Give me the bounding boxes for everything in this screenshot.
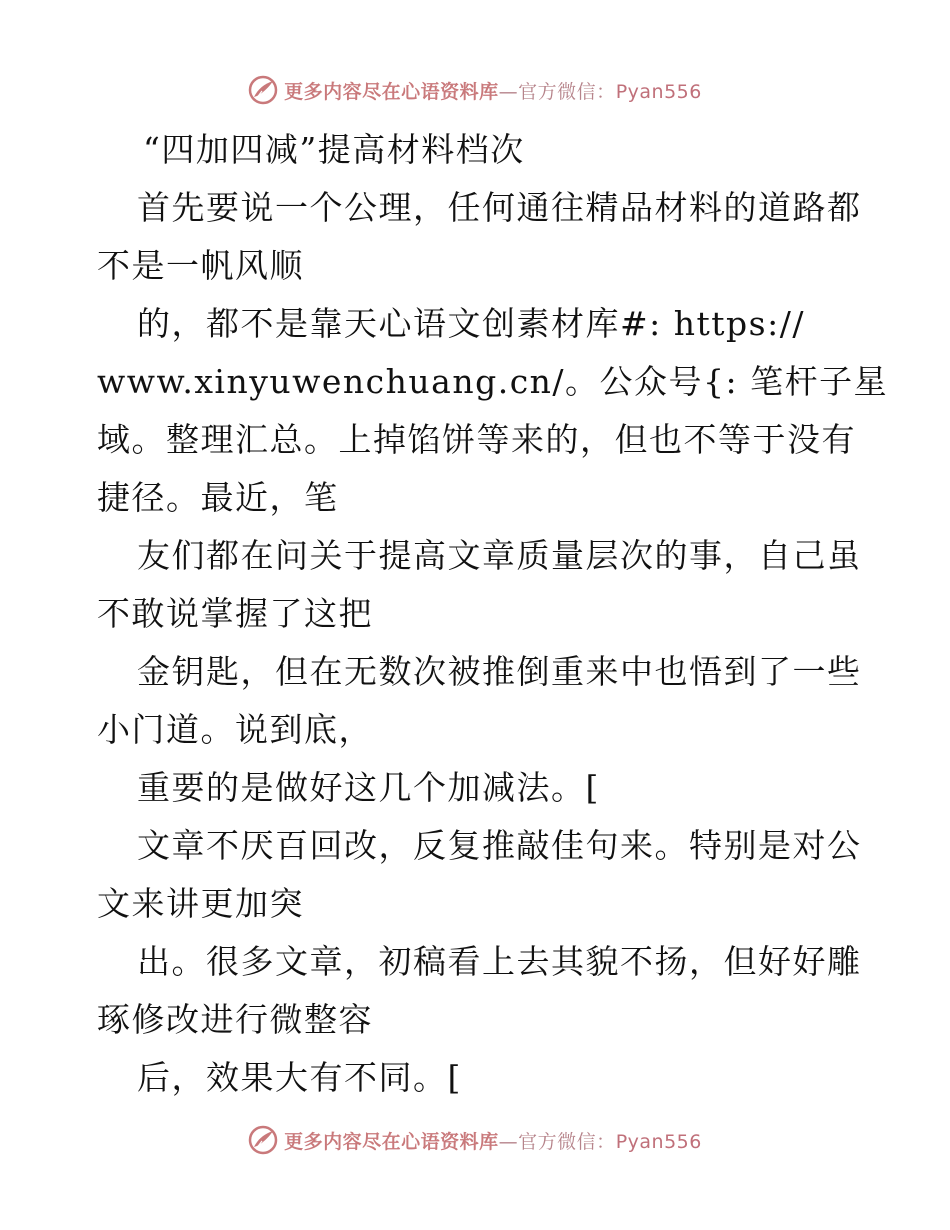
paragraph-line: 金钥匙，但在无数次被推倒重来中也悟到了一些 [137, 652, 862, 691]
document-body [97, 121, 889, 1107]
quill-pen-logo-icon [248, 1125, 278, 1155]
banner-official-label: 官方微信： [518, 1130, 616, 1153]
paragraph-line: 文章不厌百回改，反复推敲佳句来。特别是对公 [137, 826, 862, 865]
banner-slogan: 更多内容尽在心语资料库 [284, 80, 499, 103]
footer-banner [0, 1120, 950, 1160]
paragraph-line: 首先要说一个公理，任何通往精品材料的道路都 [137, 188, 862, 227]
paragraph-line: 文来讲更加突 [97, 884, 304, 923]
paragraph-line: 友们都在问关于提高文章质量层次的事，自己虽 [137, 536, 862, 575]
banner-slogan: 更多内容尽在心语资料库 [284, 1130, 499, 1153]
banner-wechat-id: Pyan556 [615, 80, 702, 103]
paragraph-line: 域。整理汇总。上掉馅饼等来的，但也不等于没有 [97, 420, 856, 459]
paragraph-line: 小门道。说到底， [97, 710, 373, 749]
banner-dash: — [498, 1130, 519, 1153]
paragraph-line: 重要的是做好这几个加减法。[ [137, 768, 600, 807]
header-banner [0, 70, 950, 110]
paragraph-line: 的，都不是靠天心语文创素材库#: https:// [137, 304, 805, 343]
paragraph-line: 后，效果大有不同。[ [137, 1058, 462, 1097]
banner-official-label: 官方微信： [518, 80, 616, 103]
banner-wechat-id: Pyan556 [615, 1130, 702, 1153]
paragraph-line: www.xinyuwenchuang.cn/。公众号{: 笔杆子星 [97, 362, 889, 401]
paragraph-line: 不敢说掌握了这把 [97, 594, 373, 633]
banner-dash: — [498, 80, 519, 103]
quill-pen-logo-icon [248, 75, 278, 105]
paragraph-line: 不是一帆风顺 [97, 246, 304, 285]
paragraph-line: 捷径。最近，笔 [97, 478, 339, 517]
document-title: “四加四减”提高材料档次 [143, 130, 525, 169]
banner-text [284, 77, 702, 104]
paragraph-line: 琢修改进行微整容 [97, 1000, 373, 1039]
paragraph-line: 出。很多文章，初稿看上去其貌不扬，但好好雕 [137, 942, 862, 981]
banner-text [284, 1127, 702, 1154]
